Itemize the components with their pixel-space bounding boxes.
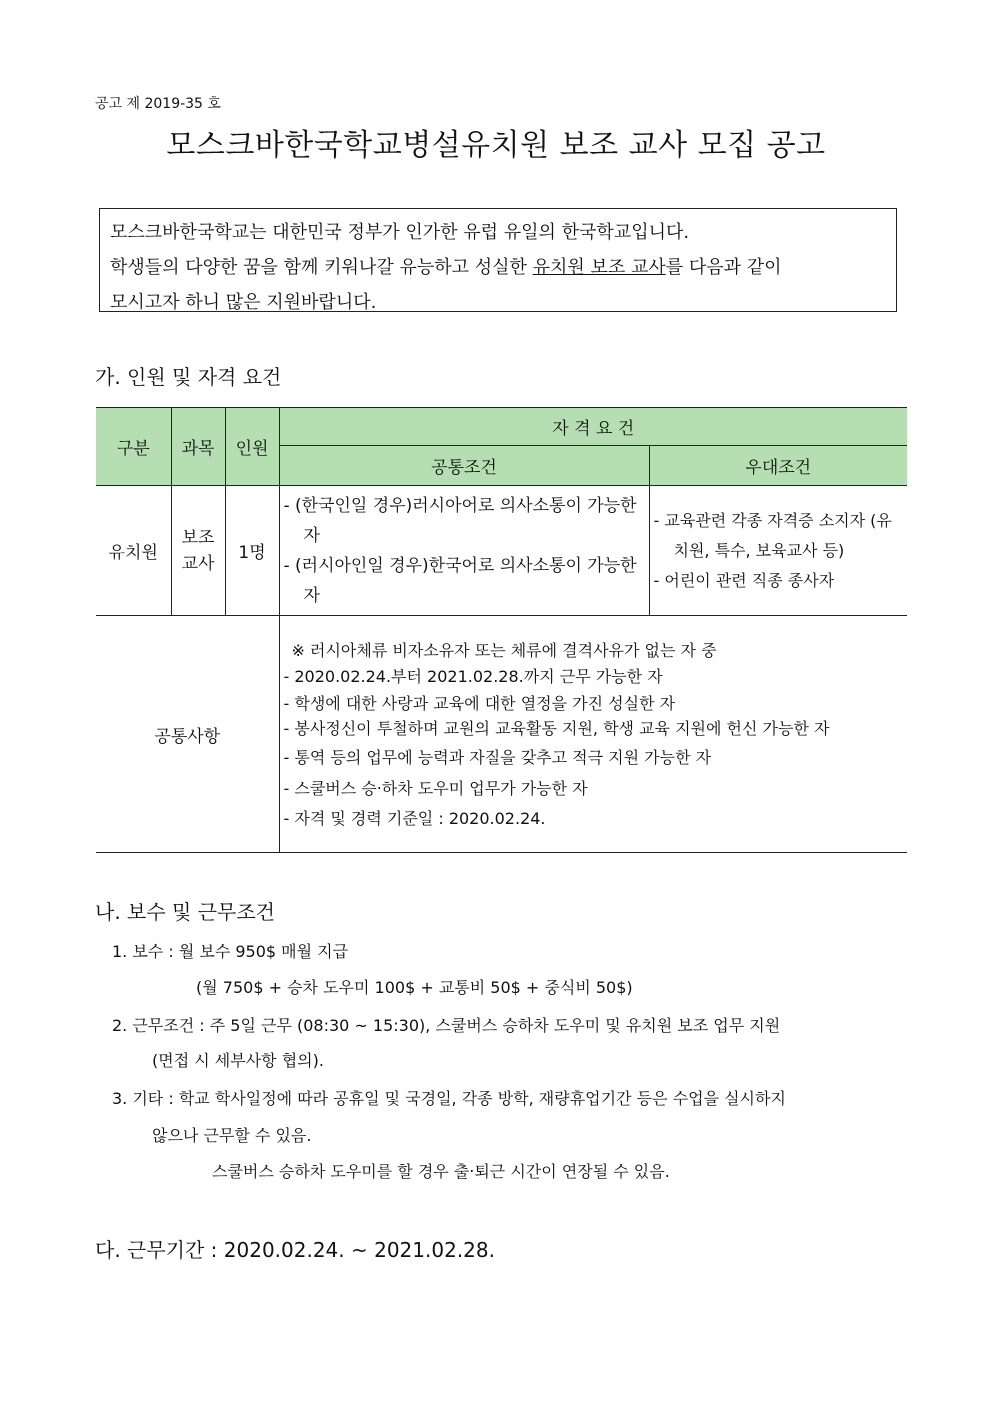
row-subject-line-2: 교사 xyxy=(181,553,215,574)
page-title: 모스크바한국학교병설유치원 보조 교사 모집 공고 xyxy=(166,128,826,163)
pay-line-2: (월 750$ + 승차 도우미 100$ + 교통비 50$ + 중식비 50$) xyxy=(196,978,633,997)
common-item: - 자격 및 경력 기준일 : 2020.02.24. xyxy=(283,809,546,828)
row-count: 1명 xyxy=(225,486,279,616)
common-items-note: ※ 러시아체류 비자소유자 또는 체류에 결격사유가 없는 자 중 xyxy=(291,640,717,660)
intro-line-1: 모스크바한국학교는 대한민국 정부가 인가한 유럽 유일의 한국학교입니다. xyxy=(110,222,690,243)
notice-number: 공고 제 2019-35 호 xyxy=(95,96,221,112)
row-common-conditions xyxy=(279,486,649,616)
header-subject: 과목 xyxy=(171,408,225,486)
row-preferred-conditions xyxy=(649,486,907,616)
common-items-label: 공통사항 xyxy=(96,616,279,853)
header-count: 인원 xyxy=(225,408,279,486)
header-category: 구분 xyxy=(96,408,171,486)
common-item: - 스쿨버스 승‧하차 도우미 업무가 가능한 자 xyxy=(283,778,588,798)
common-item: - 통역 등의 업무에 능력과 자질을 갖추고 적극 지원 가능한 자 xyxy=(283,748,712,767)
common-item: - 봉사정신이 투철하며 교원의 교육활동 지원, 학생 교육 지원에 헌신 가능한 자 xyxy=(283,719,830,738)
intro-line-2-post: 를 다음과 같이 xyxy=(665,257,782,278)
intro-line-2-pre: 학생들의 다양한 꿈을 함께 키워나갈 유능하고 성실한 xyxy=(110,257,533,278)
preferred-condition-item: - 교육관련 각종 자격증 소지자 (유치원, 특수, 보육교사 등) xyxy=(653,510,892,560)
requirements-table xyxy=(96,407,907,853)
preferred-condition-item: - 어린이 관련 직종 종사자 xyxy=(653,570,835,590)
intro-line-3: 모시고자 하니 많은 지원바랍니다. xyxy=(110,292,377,313)
etc-line-2: 않으나 근무할 수 있음. xyxy=(152,1126,312,1145)
common-condition-item: - (한국인일 경우)러시아어로 의사소통이 가능한 자 xyxy=(283,495,637,546)
intro-box xyxy=(99,208,897,312)
intro-line-2 xyxy=(110,250,886,285)
common-condition-item: - (러시아인일 경우)한국어로 의사소통이 가능한 자 xyxy=(283,555,637,606)
row-category: 유치원 xyxy=(96,486,171,616)
etc-line-3: 스쿨버스 승하차 도우미를 할 경우 출‧퇴근 시간이 연장될 수 있음. xyxy=(212,1162,670,1181)
common-item: - 학생에 대한 사랑과 교육에 대한 열정을 가진 성실한 자 xyxy=(283,693,676,713)
pay-line-1: 1. 보수 : 월 보수 950$ 매월 지급 xyxy=(112,942,349,961)
section-b-heading: 나. 보수 및 근무조건 xyxy=(95,900,275,924)
header-qualification: 자 격 요 건 xyxy=(279,408,907,446)
section-a-heading: 가. 인원 및 자격 요건 xyxy=(95,365,282,389)
header-preferred-condition: 우대조건 xyxy=(649,446,907,486)
etc-line-1: 3. 기타 : 학교 학사일정에 따라 공휴일 및 국경일, 각종 방학, 재량휴업기간 등은 수업을 실시하지 xyxy=(112,1089,786,1108)
header-common-condition: 공통조건 xyxy=(279,446,649,486)
work-line-1: 2. 근무조건 : 주 5일 근무 (08:30 ~ 15:30), 스쿨버스 승하차 도우미 및 유치원 보조 업무 지원 xyxy=(112,1016,781,1035)
section-c-heading: 다. 근무기간 : 2020.02.24. ~ 2021.02.28. xyxy=(95,1238,495,1262)
work-line-2: (면접 시 세부사항 협의). xyxy=(152,1051,324,1070)
common-item: - 2020.02.24.부터 2021.02.28.까지 근무 가능한 자 xyxy=(283,667,663,686)
row-subject xyxy=(171,486,225,616)
intro-underlined-position: 유치원 보조 교사 xyxy=(532,257,666,278)
common-items-list xyxy=(279,616,907,853)
row-subject-line-1: 보조 xyxy=(181,527,215,548)
